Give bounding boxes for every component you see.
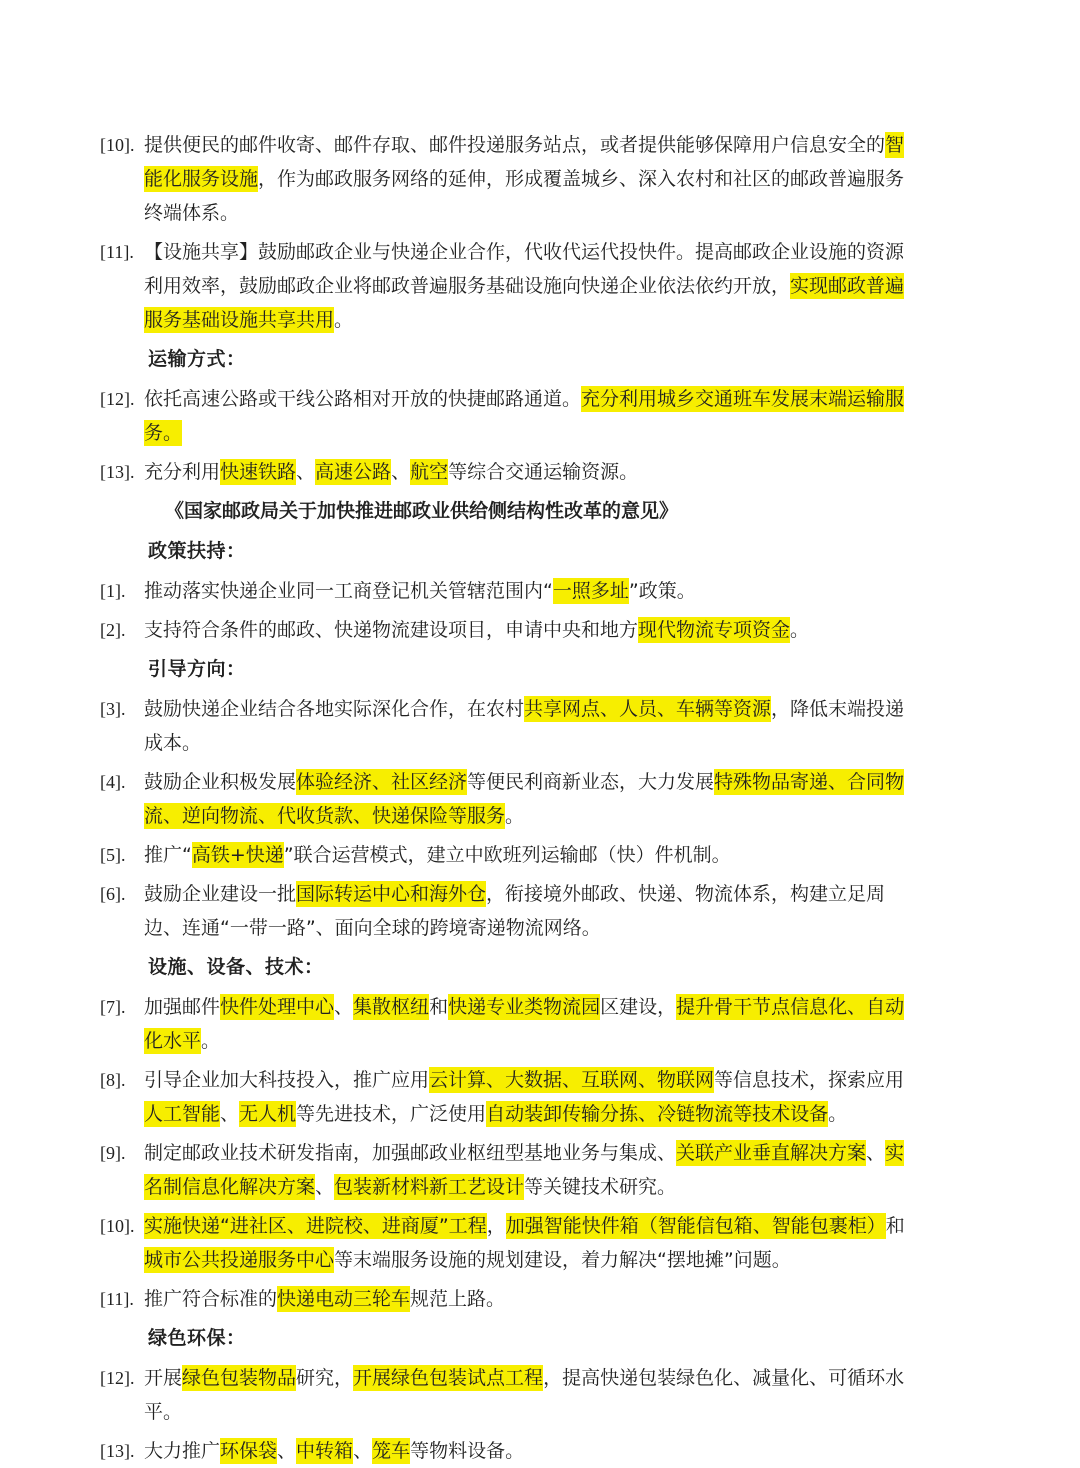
list-item — [100, 838, 912, 872]
text-segment: 等物料设备。 — [410, 1440, 525, 1462]
list-item — [100, 455, 912, 489]
highlight-segment: 高速公路 — [315, 461, 392, 483]
document-title: 《国家邮政局关于加快推进邮政业供给侧结构性改革的意见》 — [165, 500, 679, 522]
item-number: [11]. — [100, 242, 134, 262]
text-segment: 等综合交通运输资源。 — [448, 461, 639, 483]
list-item — [100, 877, 912, 945]
highlight-segment: 高铁+快递 — [191, 844, 284, 866]
highlight-segment: 开展绿色包装试点工程 — [353, 1367, 544, 1389]
highlight-segment: 中转箱 — [296, 1440, 354, 1462]
text-segment: 、 — [277, 1440, 297, 1462]
list-item — [100, 574, 912, 608]
text-segment: 和 — [885, 1215, 905, 1237]
section-heading: 政策扶持： — [148, 540, 246, 562]
item-text — [144, 838, 909, 872]
highlight-segment: 人工智能 — [144, 1103, 221, 1125]
text-segment: ，作为邮政服务网络的延伸，形成覆盖城乡、深入农村和社区的邮政普遍服务终端体系。 — [144, 168, 905, 224]
list-item — [100, 1136, 912, 1204]
highlight-segment: 快件处理中心 — [220, 996, 335, 1018]
highlight-segment: 充分利用城乡交通班车发展末端运输服务。 — [144, 388, 905, 444]
item-number: [5]. — [100, 845, 126, 865]
item-text — [144, 613, 909, 647]
text-segment: 提供便民的邮件收寄、邮件存取、邮件投递服务站点，或者提供能够保障用户信息安全的 — [144, 134, 886, 156]
item-text — [144, 1063, 909, 1131]
text-segment: 推动落实快递企业同一工商登记机关管辖范围内“ — [144, 580, 553, 602]
highlight-segment: 笼车 — [372, 1440, 411, 1462]
text-segment: 鼓励企业建设一批 — [144, 883, 297, 905]
list-item — [100, 235, 912, 337]
text-segment: ，衔接境外邮政、快递、物流体系，构建立足周边、连通“一带一路”、面向全球的跨境寄递物流网络。 — [144, 883, 886, 939]
text-segment: 支持符合条件的邮政、快递物流建设项目，申请中央和地方 — [144, 619, 639, 641]
item-text — [144, 990, 909, 1058]
text-segment: 规范上路。 — [410, 1288, 506, 1310]
text-segment: 、 — [220, 1103, 240, 1125]
highlight-segment: 提升骨干节点信息化、自动化水平 — [144, 996, 905, 1052]
item-number: [13]. — [100, 1441, 135, 1461]
item-text — [144, 877, 909, 945]
text-segment: 研究， — [296, 1367, 354, 1389]
highlight-segment: 国际转运中心和海外仓 — [296, 883, 487, 905]
list-item — [100, 1361, 912, 1429]
text-segment: ，降低末端投递成本。 — [144, 698, 905, 754]
highlight-segment: 无人机 — [239, 1103, 297, 1125]
list-item — [100, 1209, 912, 1277]
highlight-segment: 实现邮政普遍服务基础设施共享共用 — [144, 275, 905, 331]
list-item — [100, 128, 912, 230]
item-text — [144, 692, 909, 760]
text-segment: ，提高快递包装绿色化、减量化、可循环水平。 — [144, 1367, 905, 1423]
text-segment: 加强邮件 — [144, 996, 221, 1018]
text-segment: 、 — [334, 996, 354, 1018]
text-segment: 。 — [790, 619, 810, 641]
text-segment: 和 — [429, 996, 449, 1018]
text-segment: 开展 — [144, 1367, 183, 1389]
highlight-segment: 一照多址 — [552, 580, 629, 602]
text-segment: 依托高速公路或干线公路相对开放的快捷邮路通道。 — [144, 388, 582, 410]
item-number: [10]. — [100, 1216, 135, 1236]
text-segment: 等关键技术研究。 — [524, 1176, 677, 1198]
text-segment: 、 — [296, 461, 316, 483]
highlight-segment: 城市公共投递服务中心 — [144, 1249, 335, 1271]
highlight-segment: 包装新材料新工艺设计 — [334, 1176, 525, 1198]
item-text — [144, 1136, 909, 1204]
text-segment: 推广符合标准的 — [144, 1288, 278, 1310]
highlight-segment: 体验经济、社区经济 — [296, 771, 468, 793]
text-segment: 鼓励企业积极发展 — [144, 771, 297, 793]
text-segment: 等先进技术，广泛使用 — [296, 1103, 487, 1125]
list-item — [100, 1282, 912, 1316]
highlight-segment: 实施快递“进社区、进院校、进商厦”工程 — [144, 1215, 487, 1237]
text-segment: ”政策。 — [628, 580, 696, 602]
highlight-segment: 绿色包装物品 — [182, 1367, 297, 1389]
text-segment: 、 — [866, 1142, 886, 1164]
text-segment: 。 — [334, 309, 354, 331]
item-number: [13]. — [100, 462, 135, 482]
text-segment: 、 — [391, 461, 411, 483]
item-text — [144, 1361, 909, 1429]
highlight-segment: 快速铁路 — [220, 461, 297, 483]
section-heading: 运输方式： — [148, 348, 246, 370]
text-segment: 等末端服务设施的规划建设，着力解决“摆地摊”问题。 — [334, 1249, 791, 1271]
highlight-segment: 关联产业垂直解决方案 — [676, 1142, 867, 1164]
section-heading: 绿色环保： — [148, 1327, 246, 1349]
item-text — [144, 382, 909, 450]
item-number: [6]. — [100, 884, 126, 904]
highlight-segment: 加强智能快件箱（智能信包箱、智能包裹柜） — [505, 1215, 886, 1237]
item-number: [8]. — [100, 1070, 126, 1090]
highlight-segment: 自动装卸传输分拣、冷链物流等技术设备 — [486, 1103, 829, 1125]
text-segment: 【设施共享】鼓励邮政企业与快递企业合作，代收代运代投快件。提高邮政企业设施的资源利用效率，鼓励邮政企业将邮政普遍服务基础设施向快递企业依法依约开放， — [144, 241, 905, 297]
item-text — [144, 235, 909, 337]
text-segment: 推广“ — [144, 844, 192, 866]
text-segment: 等便民利商新业态，大力发展 — [467, 771, 715, 793]
highlight-segment: 航空 — [410, 461, 449, 483]
text-segment: 鼓励快递企业结合各地实际深化合作，在农村 — [144, 698, 525, 720]
list-item — [100, 765, 912, 833]
section-heading: 设施、设备、技术： — [148, 956, 324, 978]
item-text — [144, 1209, 909, 1277]
text-segment: 大力推广 — [144, 1440, 221, 1462]
highlight-segment: 特殊物品寄递、合同物流、逆向物流、代收货款、快递保险等服务 — [144, 771, 905, 827]
text-segment: 、 — [315, 1176, 335, 1198]
item-number: [7]. — [100, 997, 126, 1017]
highlight-segment: 智能化服务设施 — [144, 134, 905, 190]
item-text — [144, 1282, 909, 1316]
highlight-segment: 共享网点、人员、车辆等资源 — [524, 698, 772, 720]
list-item — [100, 692, 912, 760]
item-number: [2]. — [100, 620, 126, 640]
list-item — [100, 613, 912, 647]
text-segment: 。 — [201, 1030, 221, 1052]
text-segment: 区建设， — [600, 996, 677, 1018]
item-number: [4]. — [100, 772, 126, 792]
highlight-segment: 云计算、大数据、互联网、物联网 — [429, 1069, 715, 1091]
item-text — [144, 765, 909, 833]
item-number: [1]. — [100, 581, 126, 601]
highlight-segment: 快递专业类物流园 — [448, 996, 601, 1018]
highlight-segment: 现代物流专项资金 — [638, 619, 791, 641]
item-number: [9]. — [100, 1143, 126, 1163]
text-segment: 引导企业加大科技投入，推广应用 — [144, 1069, 430, 1091]
item-text — [144, 574, 909, 608]
text-segment: 。 — [828, 1103, 848, 1125]
item-number: [12]. — [100, 389, 135, 409]
list-item — [100, 1434, 912, 1468]
highlight-segment: 集散枢纽 — [353, 996, 430, 1018]
highlight-segment: 实名制信息化解决方案 — [144, 1142, 905, 1198]
text-segment: 充分利用 — [144, 461, 221, 483]
item-text — [144, 455, 909, 489]
text-segment: ”联合运营模式，建立中欧班列运输邮（快）件机制。 — [283, 844, 731, 866]
item-text — [144, 1434, 909, 1468]
highlight-segment: 环保袋 — [220, 1440, 278, 1462]
document-body — [100, 128, 912, 1468]
text-segment: 制定邮政业技术研发指南，加强邮政业枢纽型基地业务与集成、 — [144, 1142, 677, 1164]
list-item — [100, 990, 912, 1058]
text-segment: 。 — [505, 805, 525, 827]
text-segment: 等信息技术，探索应用 — [714, 1069, 905, 1091]
section-heading: 引导方向： — [148, 658, 246, 680]
item-number: [3]. — [100, 699, 126, 719]
highlight-segment: 快递电动三轮车 — [277, 1288, 411, 1310]
item-text — [144, 128, 909, 230]
item-number: [11]. — [100, 1289, 134, 1309]
text-segment: ， — [486, 1215, 506, 1237]
list-item — [100, 1063, 912, 1131]
item-number: [10]. — [100, 135, 135, 155]
item-number: [12]. — [100, 1368, 135, 1388]
text-segment: 、 — [353, 1440, 373, 1462]
list-item — [100, 382, 912, 450]
